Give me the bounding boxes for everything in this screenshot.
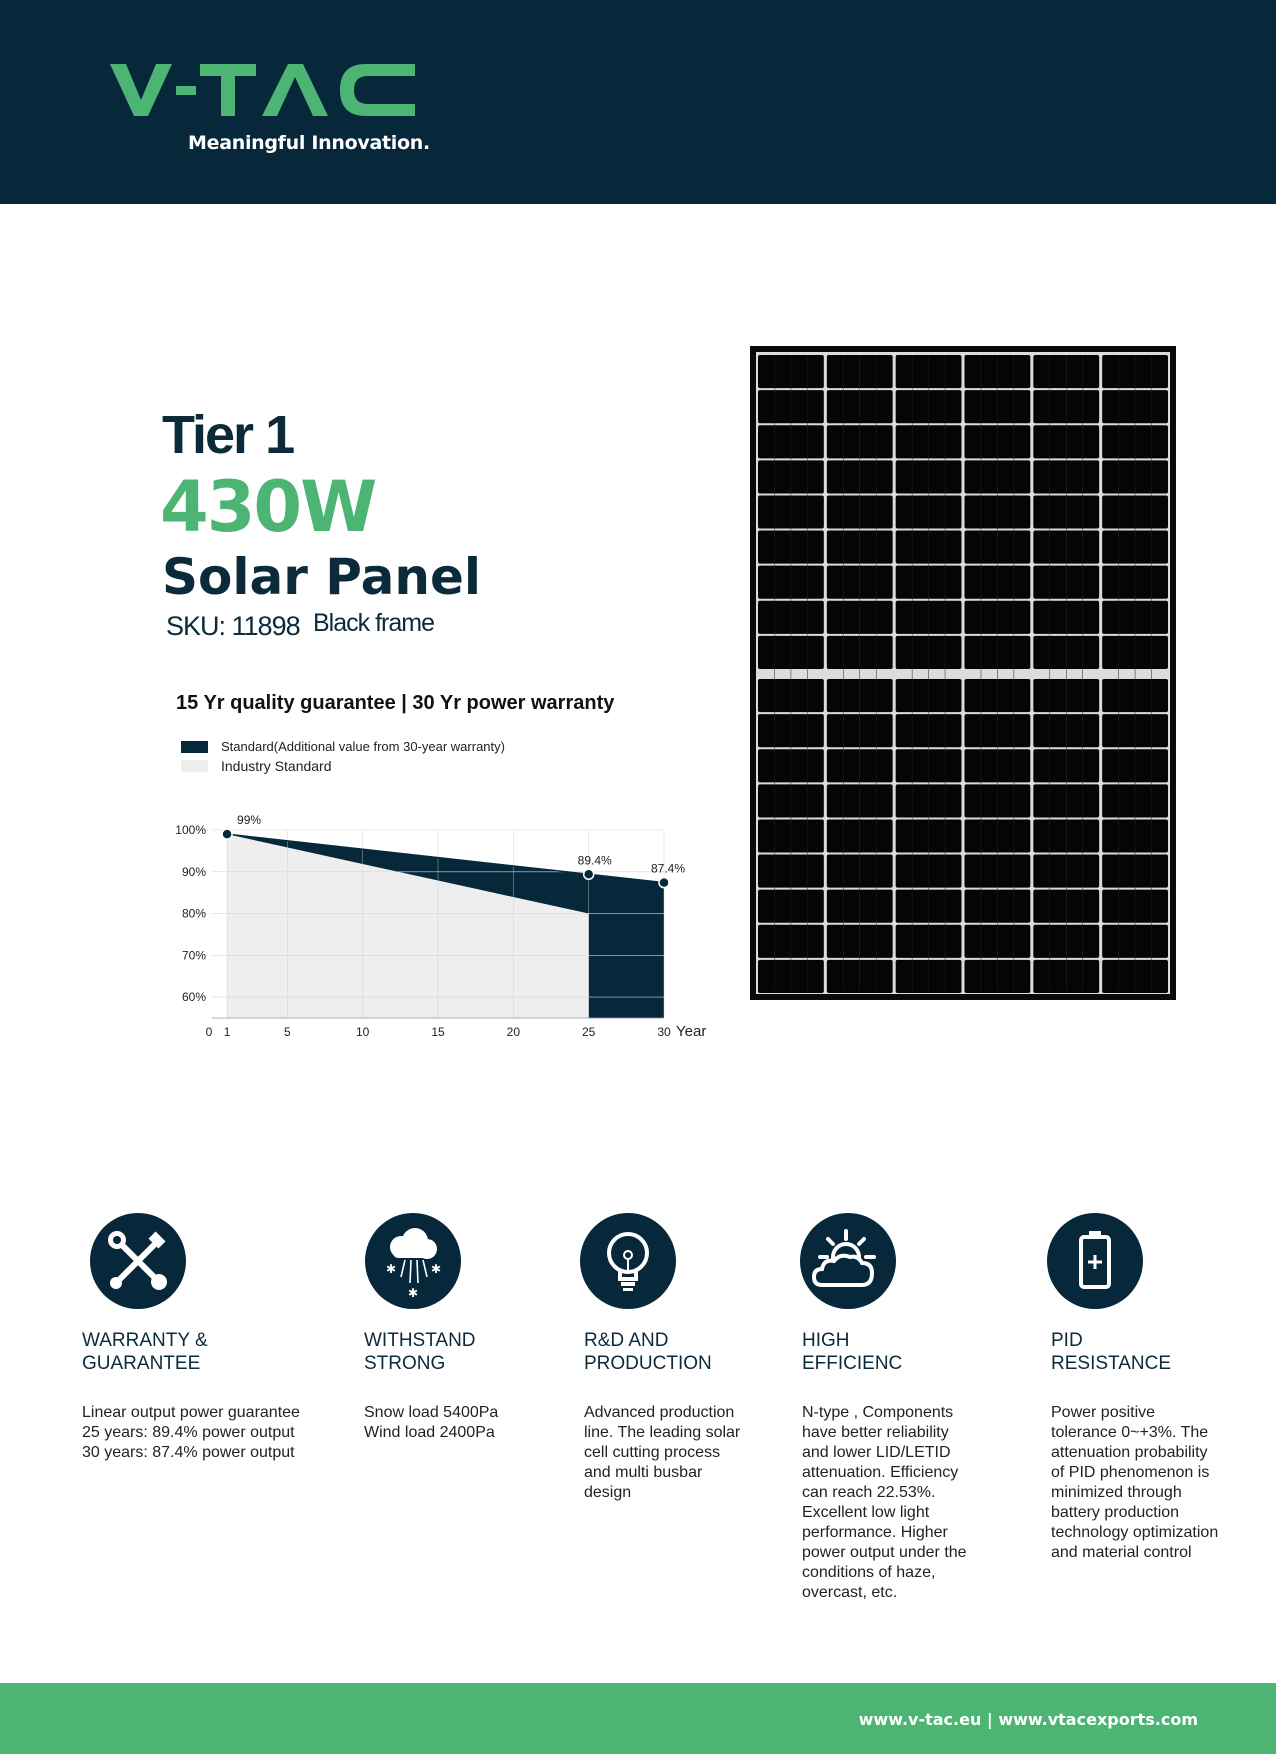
svg-text:✱: ✱ <box>385 1262 397 1276</box>
frame-label: Black frame <box>313 609 434 637</box>
data-label: 89.4% <box>577 853 612 868</box>
feature-warranty <box>82 1213 300 1461</box>
sun-cloud-icon <box>800 1213 896 1309</box>
feature-efficiency <box>800 1213 967 1601</box>
y-tick-label: 60% <box>181 990 206 1005</box>
feature-body-pid: Power positive tolerance 0~+3%. The attenuation probability of PID phenomenon is minimized through battery production technology optimization and material control <box>1051 1404 1219 1561</box>
feature-title-pid: PID RESISTANCE <box>1051 1330 1172 1374</box>
brand-tagline: Meaningful Innovation. <box>188 132 430 154</box>
feature-title-efficiency: HIGH EFFICIENC <box>802 1330 903 1374</box>
y-tick-label: 100% <box>175 823 206 837</box>
feature-title-withstand: WITHSTAND STRONG <box>364 1330 476 1374</box>
feature-body-withstand: Snow load 5400Pa Wind load 2400Pa <box>364 1404 499 1441</box>
x-tick-label: 25 <box>581 1025 596 1039</box>
legend-swatch-industry <box>181 760 208 772</box>
legend-label-industry: Industry Standard <box>221 758 332 774</box>
feature-title-warranty: WARRANTY & GUARANTEE <box>82 1330 208 1374</box>
data-point <box>222 829 232 839</box>
feature-body-rnd: Advanced production line. The leading solar cell cutting process and multi busbar design <box>584 1404 741 1501</box>
x-tick-label: 15 <box>431 1025 445 1039</box>
legend-label-standard: Standard(Additional value from 30-year warranty) <box>221 739 505 754</box>
warranty-title: 15 Yr quality guarantee | 30 Yr power warranty <box>176 692 615 714</box>
x-axis-label: Year <box>676 1023 707 1040</box>
feature-withstand <box>364 1213 499 1441</box>
x-tick-label: 5 <box>283 1025 291 1039</box>
battery-icon <box>1047 1213 1143 1309</box>
y-tick-label: 80% <box>181 906 206 921</box>
footer-links[interactable]: www.v-tac.eu | www.vtacexports.com <box>858 1710 1198 1729</box>
feature-body-warranty: Linear output power guarantee 25 years: 89.4% power output 30 years: 87.4% power output <box>82 1404 300 1461</box>
feature-rnd <box>580 1213 741 1501</box>
tier-label: Tier 1 <box>162 405 294 465</box>
y-tick-label: 70% <box>181 948 206 963</box>
x-tick-label: 20 <box>506 1025 521 1039</box>
tools-icon <box>90 1213 186 1309</box>
lightbulb-icon <box>580 1213 676 1309</box>
feature-body-efficiency: N-type , Components have better reliability and lower LID/LETID attenuation. Efficiency can reach 22.53%. Excellent low light performance. Higher power output under the conditions of haze, overcast, etc. <box>802 1404 967 1601</box>
data-label: 99% <box>237 813 262 828</box>
product-name: Solar Panel <box>162 548 481 606</box>
x-tick-label: 10 <box>355 1025 370 1039</box>
x-tick-label: 1 <box>223 1025 231 1039</box>
vtac-logo <box>110 60 415 120</box>
solar-panel-image <box>750 346 1176 1000</box>
warranty-chart <box>160 810 720 1050</box>
sku-label: SKU: 11898 <box>166 611 300 641</box>
wattage-label: 430W <box>160 466 376 548</box>
feature-title-rnd: R&D AND PRODUCTION <box>584 1330 712 1374</box>
data-point <box>584 869 594 879</box>
y-tick-label: 90% <box>181 864 206 879</box>
x-tick-label: 0 <box>205 1025 213 1039</box>
page-footer <box>0 1683 1276 1754</box>
data-point <box>659 878 669 888</box>
legend-swatch-standard <box>181 741 208 753</box>
page-header <box>0 0 1276 204</box>
svg-text:✱: ✱ <box>407 1286 419 1300</box>
x-tick-label: 30 <box>657 1025 671 1039</box>
svg-text:✱: ✱ <box>430 1262 442 1276</box>
snow-cloud-icon <box>365 1213 461 1309</box>
feature-pid <box>1047 1213 1219 1561</box>
data-label: 87.4% <box>650 861 686 876</box>
